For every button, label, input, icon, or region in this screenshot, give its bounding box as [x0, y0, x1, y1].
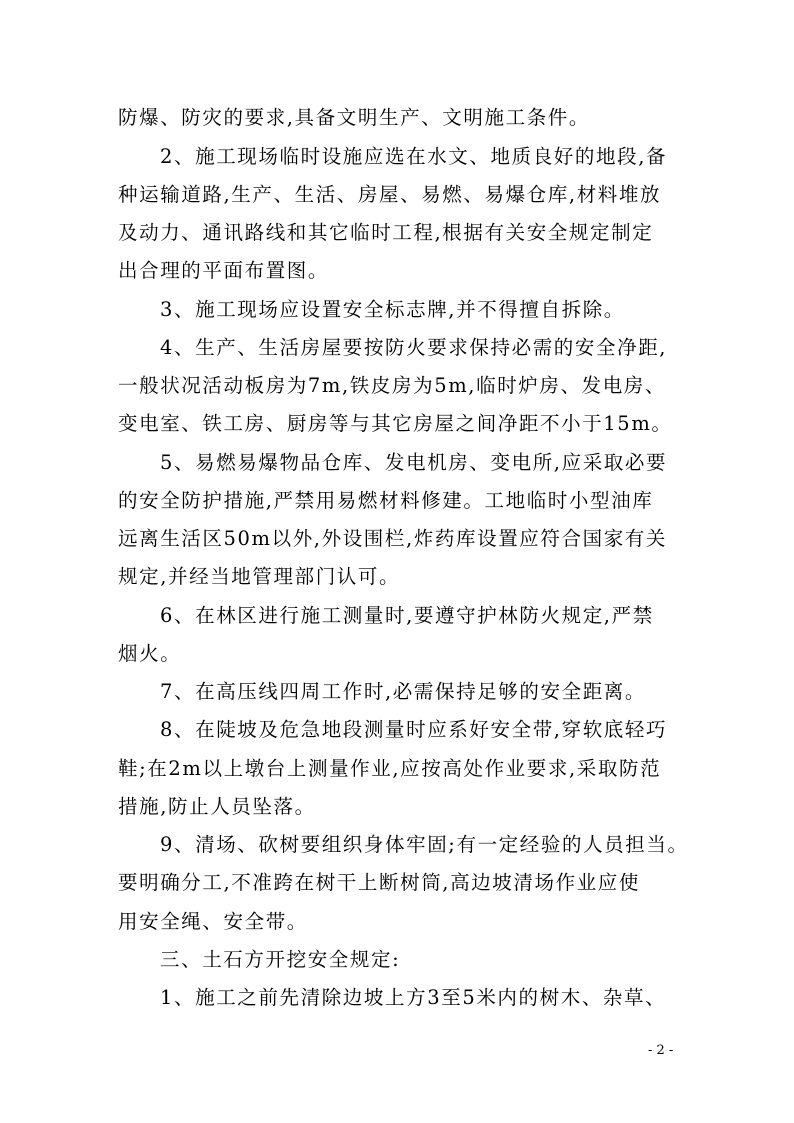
text-line: 防爆、防灾的要求,具备文明生产、文明施工条件。 [118, 106, 590, 129]
text-line: 种运输道路,生产、生活、房屋、易燃、易爆仓库,材料堆放 [118, 183, 662, 206]
text-line: 一般状况活动板房为7m,铁皮房为5m,临时炉房、发电房、 [118, 374, 666, 397]
paragraph-line: 5、易燃易爆物品仓库、发电机房、变电所,应采取必要 [160, 451, 668, 474]
text-line: 及动力、通讯路线和其它临时工程,根据有关安全规定制定 [118, 221, 654, 244]
paragraph-line: 6、在林区进行施工测量时,要遵守护林防火规定,严禁 [160, 604, 654, 627]
paragraph-line: 9、清场、砍树要组织身体牢固;有一定经验的人员担当。 [160, 833, 689, 856]
paragraph-line: 2、施工现场临时设施应选在水文、地质良好的地段,备 [160, 145, 668, 168]
text-line: 用安全绳、安全带。 [118, 910, 308, 933]
text-line: 变电室、铁工房、厨房等与其它房屋之间净距不小于15m。 [118, 412, 673, 435]
text-line: 鞋;在2m以上墩台上测量作业,应按高处作业要求,采取防范 [118, 757, 662, 780]
text-line: 措施,防止人员坠落。 [118, 795, 316, 818]
text-line: 规定,并经当地管理部门认可。 [118, 565, 401, 588]
text-line: 远离生活区50m以外,外设围栏,炸药库设置应符合国家有关 [118, 527, 668, 550]
paragraph-line: 7、在高压线四周工作时,必需保持足够的安全距离。 [160, 680, 647, 703]
text-line: 的安全防护措施,严禁用易燃材料修建。工地临时小型油库 [118, 489, 654, 512]
text-line: 出合理的平面布置图。 [118, 259, 330, 282]
text-line: 要明确分工,不准跨在树干上断树筒,高边坡清场作业应使 [118, 871, 640, 894]
text-line: 烟火。 [118, 642, 182, 665]
paragraph-line: 8、在陡坡及危急地段测量时应系好安全带,穿软底轻巧 [160, 718, 668, 741]
paragraph-line: 1、施工之前先清除边坡上方3至5米内的树木、杂草、 [160, 986, 667, 1009]
page-number: - 2 - [648, 1043, 674, 1058]
section-heading: 三、土石方开挖安全规定: [160, 948, 401, 971]
paragraph-line: 4、生产、生活房屋要按防火要求保持必需的安全净距, [160, 336, 668, 359]
paragraph-line: 3、施工现场应设置安全标志牌,并不得擅自拆除。 [160, 298, 625, 321]
